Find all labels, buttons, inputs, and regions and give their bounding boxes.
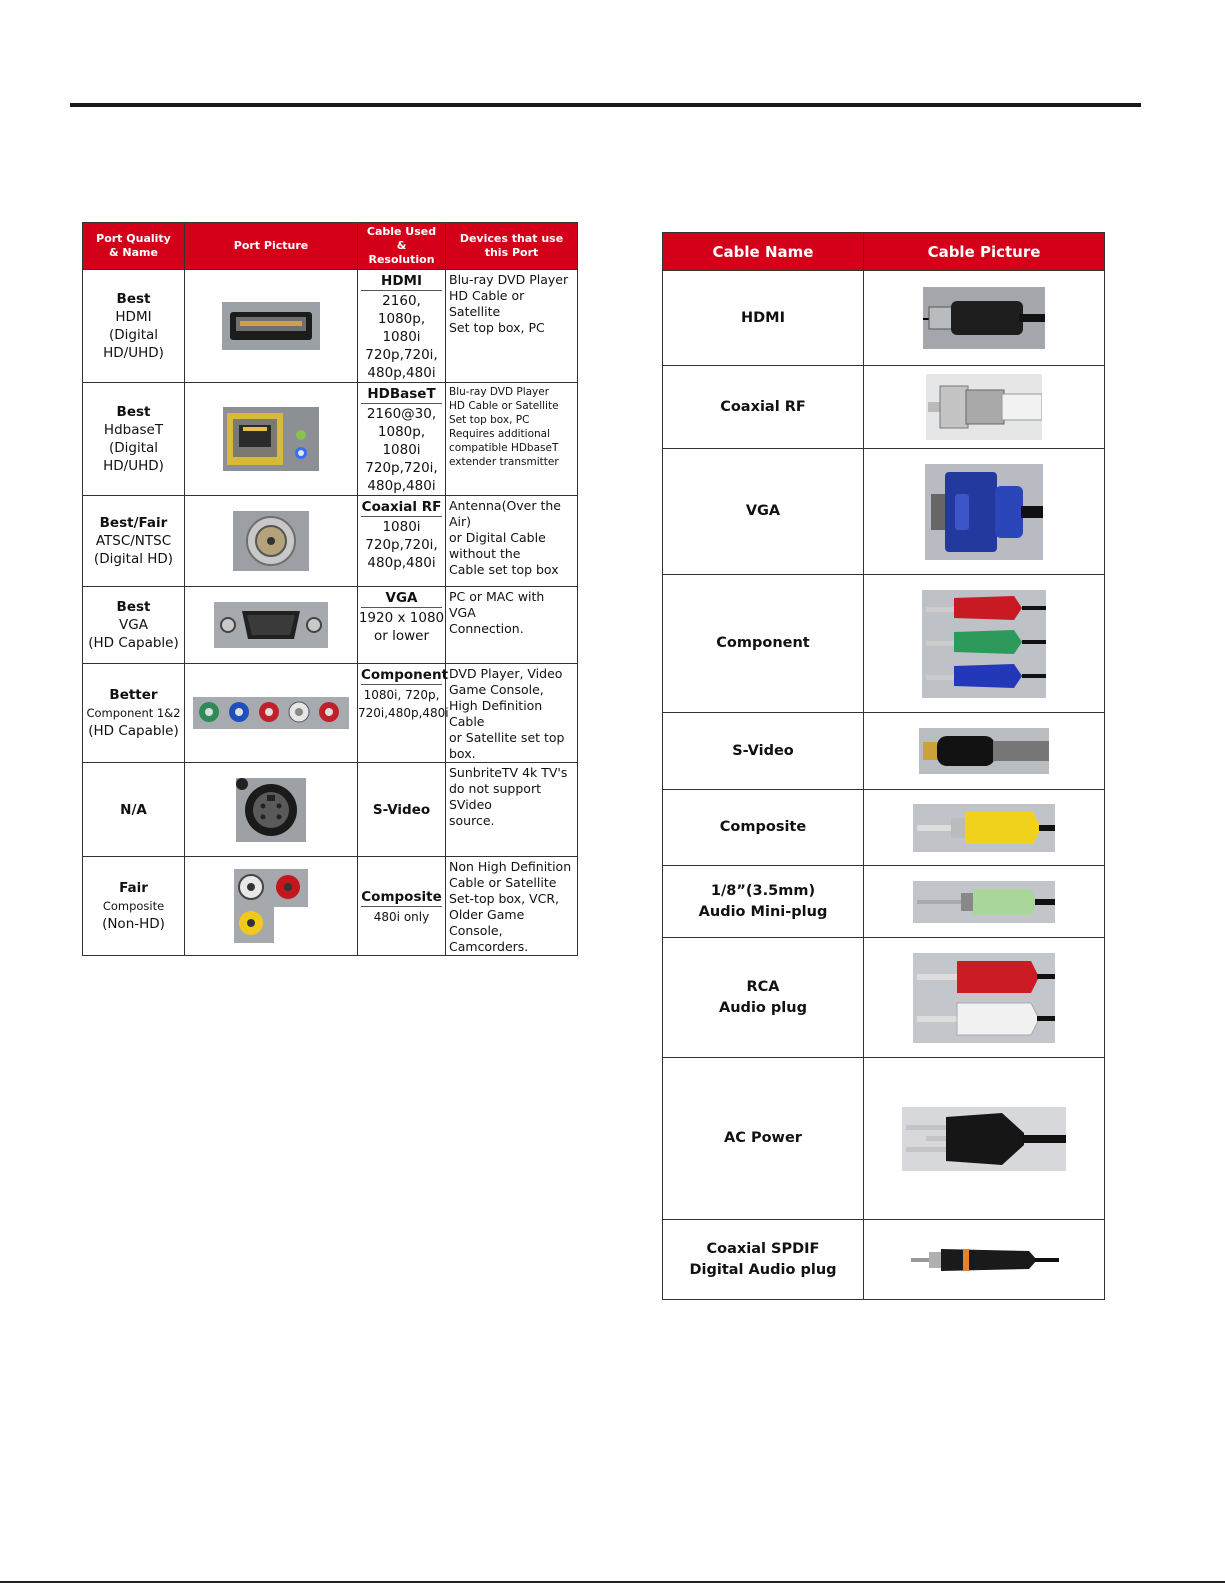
table-row — [663, 938, 1105, 1058]
ports-table — [82, 222, 578, 956]
component-port-icon — [193, 697, 349, 729]
resolution-line: 480p,480i — [367, 365, 436, 381]
port-name-line: HDMI — [115, 309, 152, 325]
svideo-cable-icon — [919, 728, 1049, 774]
cable-picture-cell — [864, 1220, 1105, 1300]
port-name-line: (Digital — [108, 327, 159, 343]
coaxial-cable-icon — [926, 374, 1042, 440]
composite-cable-icon — [913, 804, 1055, 852]
resolution-line: 2160@30, — [366, 406, 437, 422]
cable-picture-cell — [864, 1058, 1105, 1220]
port-picture-cell — [185, 587, 358, 664]
cable-name: S-Video — [372, 802, 431, 818]
table-row — [663, 790, 1105, 866]
port-picture-cell — [185, 763, 358, 857]
cable-name: Digital Audio plug — [689, 1261, 837, 1278]
cable-name: HDMI — [741, 309, 785, 326]
cable-name: Audio Mini-plug — [698, 903, 828, 920]
device-line: do not support SVideo — [449, 781, 541, 812]
port-name-line: HdbaseT — [103, 422, 164, 438]
resolution-line: 480i only — [373, 910, 430, 924]
device-line: Set top box, PC — [449, 414, 530, 426]
device-line: High Definition Cable — [449, 698, 543, 729]
device-line: without the — [449, 546, 521, 561]
device-line: extender transmitter — [449, 456, 559, 468]
vga-cable-icon — [925, 464, 1043, 560]
port-quality: Fair — [119, 880, 148, 896]
cable-name: Coaxial SPDIF — [706, 1240, 820, 1257]
cable-picture-cell — [864, 366, 1105, 449]
port-name-line: (Digital — [108, 440, 159, 456]
cable-picture-cell — [864, 271, 1105, 366]
bottom-rule — [0, 1581, 1225, 1583]
cable-name-cell — [663, 575, 864, 713]
resolution-line: 1080p, 1080i — [377, 424, 426, 458]
cable-name-cell — [663, 713, 864, 790]
header-cable-used: Cable Used & Resolution — [358, 223, 446, 270]
cable-name-cell — [663, 1058, 864, 1220]
component-cable-icon — [922, 590, 1046, 698]
header-devices: Devices that use this Port — [446, 223, 578, 270]
cable-name: Component — [361, 667, 449, 683]
resolution-line: 1080i — [382, 519, 421, 535]
table-row — [663, 713, 1105, 790]
cable-picture-cell — [864, 938, 1105, 1058]
port-name-line: ATSC/NTSC — [95, 533, 172, 549]
cable-name-cell — [663, 1220, 864, 1300]
cable-name: Composite — [361, 889, 442, 905]
device-line: source. — [449, 813, 495, 828]
device-line: Older Game Console, — [449, 907, 525, 938]
port-quality: N/A — [120, 801, 147, 818]
port-name-line: (Non-HD) — [102, 916, 165, 932]
cable-picture-cell — [864, 449, 1105, 575]
device-line: Camcorders. — [449, 939, 529, 954]
port-picture-cell — [185, 857, 358, 956]
table-row — [663, 866, 1105, 938]
port-quality: Better — [109, 687, 158, 703]
device-line: Requires additional — [449, 428, 551, 440]
svideo-port-icon — [236, 778, 306, 842]
devices-cell — [446, 270, 578, 383]
port-quality-cell — [83, 270, 185, 383]
cable-name: VGA — [745, 503, 781, 519]
port-quality-cell — [83, 496, 185, 587]
device-line: PC or MAC with VGA — [449, 589, 545, 620]
device-line: SunbriteTV 4k TV's — [449, 765, 568, 780]
device-line: Non High Definition — [449, 859, 572, 874]
port-picture-cell — [185, 270, 358, 383]
devices-cell — [446, 664, 578, 763]
device-line: DVD Player, Video — [449, 666, 563, 681]
port-picture-cell — [185, 496, 358, 587]
port-name-line: (HD Capable) — [88, 635, 179, 651]
table-row — [83, 270, 578, 383]
table-row — [83, 383, 578, 496]
table-row — [663, 271, 1105, 366]
resolution-line: 2160, — [382, 293, 421, 309]
port-name-line: Composite — [102, 899, 165, 913]
port-quality: Best/Fair — [99, 515, 168, 531]
cable-resolution-cell — [358, 270, 446, 383]
device-line: or Digital Cable — [449, 530, 546, 545]
cable-name: RCA — [746, 978, 780, 995]
table-row — [83, 587, 578, 664]
cable-name: HDBaseT — [361, 385, 442, 404]
device-line: Game Console, — [449, 682, 544, 697]
cable-resolution-cell — [358, 763, 446, 857]
resolution-line: 1080p, 1080i — [377, 311, 426, 345]
device-line: Cable set top box — [449, 562, 559, 577]
cable-name: Coaxial RF — [720, 398, 806, 415]
port-quality-cell — [83, 383, 185, 496]
cables-table — [662, 232, 1105, 1300]
composite-port-icon — [234, 869, 308, 943]
device-line: compatible HDbaseT — [449, 442, 559, 454]
resolution-line: 720p,720i, — [365, 347, 438, 363]
cable-picture-cell — [864, 575, 1105, 713]
cable-name: VGA — [361, 589, 442, 608]
header-port-quality: Port Quality & Name — [83, 223, 185, 270]
device-line: HD Cable or Satellite — [449, 400, 559, 412]
cable-resolution-cell — [358, 587, 446, 664]
table-row — [83, 857, 578, 956]
table-row — [663, 449, 1105, 575]
cable-name: Component — [716, 635, 810, 651]
devices-cell — [446, 587, 578, 664]
cable-name-cell — [663, 449, 864, 575]
devices-cell — [446, 383, 578, 496]
cable-resolution-cell — [358, 383, 446, 496]
vga-port-icon — [214, 602, 328, 648]
port-name-line: HD/UHD) — [103, 345, 164, 361]
cable-resolution-cell — [358, 857, 446, 956]
top-rule — [70, 103, 1141, 107]
device-line: Blu-ray DVD Player — [449, 386, 550, 398]
port-name-line: Component 1&2 — [86, 706, 181, 720]
devices-cell — [446, 496, 578, 587]
port-quality-cell — [83, 763, 185, 857]
hdbaset-port-icon — [223, 407, 319, 471]
coaxial-port-icon — [233, 511, 309, 571]
resolution-line: 480p,480i — [367, 478, 436, 494]
device-line: or Satellite set top box. — [449, 730, 565, 761]
hdmi-port-icon — [222, 302, 320, 350]
table-row — [663, 366, 1105, 449]
port-name-line: (HD Capable) — [88, 723, 179, 739]
port-picture-cell — [185, 383, 358, 496]
table-row — [663, 575, 1105, 713]
resolution-line: or lower — [373, 628, 429, 644]
cable-name: HDMI — [361, 272, 442, 291]
ac-power-cable-icon — [902, 1107, 1066, 1171]
cable-name-cell — [663, 366, 864, 449]
cable-name: Coaxial RF — [361, 499, 442, 515]
cable-picture-cell — [864, 866, 1105, 938]
cable-resolution-cell — [358, 496, 446, 587]
cable-name: AC Power — [724, 1130, 802, 1146]
table-row — [83, 763, 578, 857]
device-line: Blu-ray DVD Player — [449, 272, 569, 287]
device-line: Cable or Satellite — [449, 875, 557, 890]
table-row — [83, 496, 578, 587]
port-quality: Best — [116, 291, 151, 307]
table-row — [663, 1058, 1105, 1220]
hdmi-cable-icon — [923, 287, 1045, 349]
resolution-line: 480p,480i — [367, 555, 436, 571]
port-quality-cell — [83, 587, 185, 664]
cable-name-cell — [663, 271, 864, 366]
resolution-line: 720p,720i, — [365, 460, 438, 476]
cable-picture-cell — [864, 790, 1105, 866]
header-cable-name: Cable Name — [663, 233, 864, 271]
device-line: Connection. — [449, 621, 524, 636]
spdif-cable-icon — [909, 1243, 1059, 1277]
resolution-line: 720i,480p,480i — [358, 706, 449, 720]
device-line: HD Cable or Satellite — [449, 288, 525, 319]
header-port-picture: Port Picture — [185, 223, 358, 270]
cable-name: Composite — [719, 819, 807, 835]
device-line: Set top box, PC — [449, 320, 545, 335]
cable-name: S-Video — [732, 742, 794, 759]
cables-table-header — [663, 233, 1105, 271]
rca-audio-cable-icon — [913, 953, 1055, 1043]
devices-cell — [446, 763, 578, 857]
cable-name-cell — [663, 866, 864, 938]
cable-name: Audio plug — [719, 999, 807, 1016]
ports-table-header — [83, 223, 578, 270]
port-quality: Best — [116, 599, 151, 615]
resolution-line: 1920 x 1080 — [358, 610, 445, 626]
cable-name-cell — [663, 790, 864, 866]
port-quality-cell — [83, 857, 185, 956]
header-cable-picture: Cable Picture — [864, 233, 1105, 271]
devices-cell — [446, 857, 578, 956]
resolution-line: 1080i, 720p, — [363, 688, 440, 702]
mini-plug-cable-icon — [913, 881, 1055, 923]
port-picture-cell — [185, 664, 358, 763]
port-name-line: (Digital HD) — [93, 551, 174, 567]
cable-resolution-cell — [358, 664, 449, 763]
port-quality-cell — [83, 664, 185, 763]
device-line: Set-top box, VCR, — [449, 891, 559, 906]
cable-picture-cell — [864, 713, 1105, 790]
device-line: Antenna(Over the Air) — [449, 498, 561, 529]
port-name-line: HD/UHD) — [103, 458, 164, 474]
cable-name: 1/8”(3.5mm) — [710, 882, 816, 899]
port-quality: Best — [116, 404, 151, 420]
resolution-line: 720p,720i, — [365, 537, 438, 553]
table-row — [663, 1220, 1105, 1300]
port-name-line: VGA — [119, 617, 148, 633]
cable-name-cell — [663, 938, 864, 1058]
table-row — [83, 664, 578, 763]
